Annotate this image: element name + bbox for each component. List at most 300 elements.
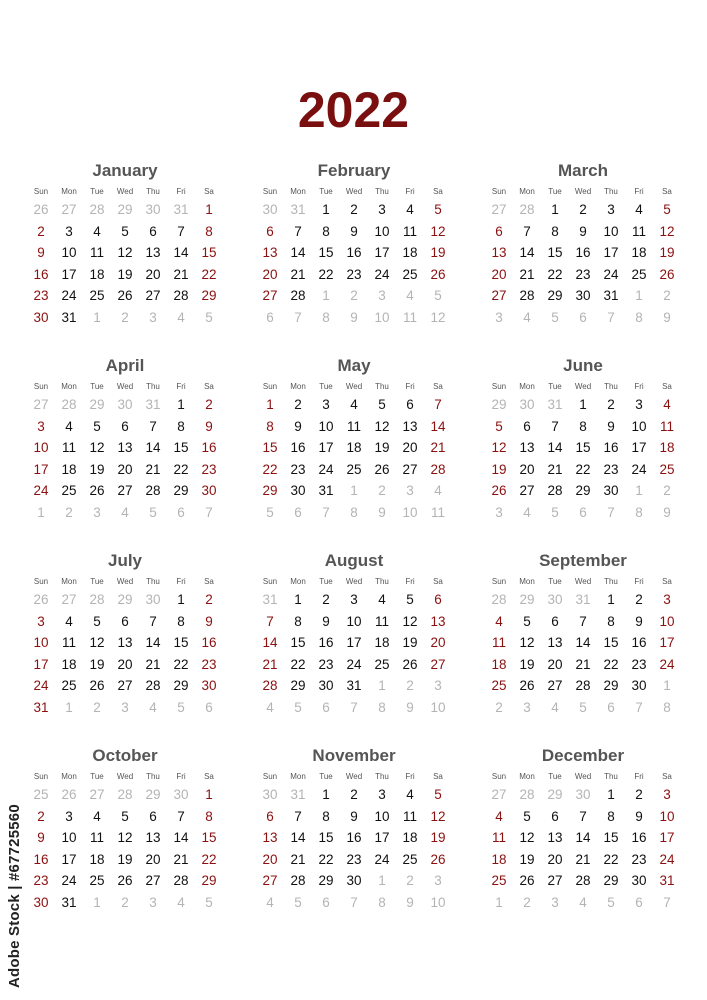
day-cell: 4: [65, 613, 73, 629]
adjacent-day: 27: [491, 202, 507, 217]
weekday-label: Wed: [116, 187, 134, 196]
month-name: August: [324, 551, 384, 570]
day-cell: 24: [659, 851, 675, 867]
day-cell: 6: [121, 418, 129, 434]
day-cell: 16: [290, 440, 306, 456]
day-cell: 27: [262, 873, 278, 889]
day-cell: 13: [117, 635, 133, 651]
day-cell: 30: [201, 678, 217, 694]
adjacent-day: 5: [205, 309, 213, 325]
day-cell: 29: [603, 678, 619, 694]
day-cell: 22: [318, 851, 334, 867]
weekday-label: Sun: [262, 577, 278, 586]
day-grid: [485, 770, 681, 914]
day-cell: 18: [89, 266, 105, 282]
adjacent-day: 2: [93, 699, 101, 715]
day-cell: 8: [322, 808, 330, 824]
day-cell: 23: [346, 266, 362, 282]
weekday-label: Tue: [548, 772, 562, 781]
weekday-label: Wed: [345, 382, 363, 391]
adjacent-day: 5: [205, 894, 213, 910]
day-cell: 9: [579, 223, 587, 239]
day-cell: 14: [575, 635, 591, 651]
weekday-label: Sun: [33, 772, 49, 781]
day-cell: 28: [547, 483, 563, 499]
day-cell: 26: [117, 873, 133, 889]
adjacent-day: 4: [523, 309, 531, 325]
day-cell: 4: [378, 592, 386, 607]
adjacent-day: 1: [378, 678, 386, 694]
day-cell: 19: [117, 266, 133, 282]
day-cell: 17: [61, 851, 77, 867]
day-cell: 30: [603, 483, 619, 499]
adjacent-day: 9: [350, 309, 358, 325]
weekday-label: Thu: [146, 577, 160, 586]
weekday-label: Tue: [319, 577, 333, 586]
day-cell: 24: [631, 461, 647, 477]
adjacent-day: 6: [205, 699, 213, 715]
day-cell: 25: [659, 461, 675, 477]
day-cell: 26: [89, 483, 105, 499]
weekday-label: Tue: [90, 382, 104, 391]
day-cell: 26: [659, 266, 675, 282]
weekday-label: Tue: [90, 577, 104, 586]
weekday-label: Mon: [290, 577, 306, 586]
day-grid: [27, 575, 223, 719]
weekday-label: Fri: [405, 187, 415, 196]
day-cell: 14: [290, 830, 306, 846]
adjacent-day: 3: [93, 504, 101, 520]
day-cell: 18: [346, 440, 362, 456]
day-cell: 4: [635, 202, 643, 217]
day-cell: 30: [33, 894, 49, 910]
day-cell: 23: [33, 873, 49, 889]
day-cell: 19: [374, 440, 390, 456]
adjacent-day: 9: [663, 309, 671, 325]
adjacent-day: 30: [262, 787, 278, 802]
day-cell: 24: [61, 873, 77, 889]
month-february: [256, 160, 452, 329]
day-cell: 25: [491, 873, 507, 889]
adjacent-day: 5: [266, 504, 274, 520]
day-cell: 31: [659, 873, 675, 889]
day-cell: 31: [33, 699, 49, 715]
day-cell: 22: [547, 266, 563, 282]
day-cell: 7: [551, 418, 559, 434]
weekday-label: Sun: [491, 772, 507, 781]
day-cell: 2: [607, 397, 615, 412]
day-cell: 24: [61, 288, 77, 304]
day-cell: 16: [575, 245, 591, 261]
day-cell: 9: [294, 418, 302, 434]
day-cell: 29: [262, 483, 278, 499]
day-cell: 11: [402, 223, 417, 239]
day-cell: 2: [37, 808, 45, 824]
day-cell: 20: [117, 461, 133, 477]
weekday-label: Wed: [574, 382, 592, 391]
day-cell: 21: [173, 266, 189, 282]
day-cell: 10: [33, 440, 49, 456]
weekday-label: Wed: [116, 577, 134, 586]
day-cell: 19: [430, 830, 446, 846]
day-grid: [27, 770, 223, 914]
adjacent-day: 12: [430, 309, 446, 325]
day-cell: 9: [37, 830, 45, 846]
day-cell: 19: [89, 656, 105, 672]
month-name: July: [107, 551, 143, 570]
day-cell: 30: [290, 483, 306, 499]
weekday-label: Thu: [604, 577, 618, 586]
adjacent-day: 28: [519, 202, 535, 217]
adjacent-day: 3: [406, 483, 414, 499]
day-cell: 29: [201, 873, 217, 889]
adjacent-day: 2: [663, 483, 671, 499]
month-march: [485, 160, 681, 329]
adjacent-day: 29: [89, 397, 105, 412]
day-cell: 6: [149, 808, 157, 824]
adjacent-day: 7: [607, 309, 615, 325]
weekday-label: Sun: [491, 577, 507, 586]
day-cell: 27: [117, 483, 133, 499]
adjacent-day: 31: [575, 592, 591, 607]
day-cell: 22: [318, 266, 334, 282]
day-cell: 29: [603, 873, 619, 889]
day-cell: 11: [61, 440, 76, 456]
day-cell: 6: [434, 592, 442, 607]
month-name: September: [539, 551, 627, 570]
weekday-label: Sa: [662, 382, 672, 391]
weekday-label: Mon: [290, 187, 306, 196]
day-cell: 13: [117, 440, 133, 456]
adjacent-day: 3: [378, 288, 386, 304]
day-cell: 13: [262, 830, 278, 846]
day-cell: 21: [547, 461, 563, 477]
adjacent-day: 29: [547, 787, 563, 802]
day-cell: 17: [603, 245, 619, 261]
day-cell: 7: [523, 223, 531, 239]
day-cell: 30: [318, 678, 334, 694]
weekday-label: Sun: [33, 187, 49, 196]
adjacent-day: 9: [406, 894, 414, 910]
day-cell: 10: [659, 613, 675, 629]
day-cell: 1: [294, 592, 302, 607]
adjacent-day: 6: [635, 894, 643, 910]
day-cell: 6: [523, 418, 531, 434]
day-cell: 3: [663, 787, 671, 802]
day-cell: 4: [663, 397, 671, 412]
day-cell: 10: [603, 223, 619, 239]
weekday-label: Mon: [519, 382, 535, 391]
weekday-label: Tue: [90, 772, 104, 781]
day-cell: 10: [631, 418, 647, 434]
day-cell: 10: [659, 808, 675, 824]
month-august: [256, 550, 452, 719]
day-cell: 25: [61, 678, 77, 694]
day-cell: 7: [177, 223, 185, 239]
day-cell: 22: [173, 656, 189, 672]
day-cell: 24: [659, 656, 675, 672]
weekday-label: Thu: [146, 382, 160, 391]
day-cell: 18: [402, 830, 418, 846]
day-cell: 8: [266, 418, 274, 434]
adjacent-day: 1: [663, 678, 671, 694]
weekday-label: Mon: [290, 772, 306, 781]
day-cell: 12: [659, 223, 675, 239]
weekday-label: Sa: [204, 772, 214, 781]
day-cell: 15: [201, 830, 217, 846]
day-cell: 9: [205, 613, 213, 629]
day-cell: 21: [145, 656, 161, 672]
adjacent-day: 30: [173, 787, 189, 802]
day-cell: 6: [149, 223, 157, 239]
adjacent-day: 2: [378, 483, 386, 499]
day-cell: 20: [402, 440, 418, 456]
day-cell: 25: [402, 266, 418, 282]
adjacent-day: 5: [177, 699, 185, 715]
day-cell: 13: [547, 830, 563, 846]
day-cell: 7: [434, 397, 442, 412]
day-cell: 1: [322, 202, 330, 217]
day-cell: 2: [205, 397, 213, 412]
month-november: [256, 745, 452, 914]
adjacent-day: 28: [89, 592, 105, 607]
day-cell: 17: [33, 656, 49, 672]
month-name: April: [105, 356, 145, 375]
adjacent-day: 3: [434, 678, 442, 694]
weekday-label: Mon: [61, 772, 77, 781]
adjacent-day: 9: [663, 504, 671, 520]
weekday-label: Fri: [634, 187, 644, 196]
day-cell: 27: [402, 461, 418, 477]
adjacent-day: 9: [406, 699, 414, 715]
day-cell: 8: [205, 223, 213, 239]
weekday-label: Sun: [491, 187, 507, 196]
day-cell: 26: [491, 483, 507, 499]
adjacent-day: 8: [350, 504, 358, 520]
day-cell: 15: [603, 635, 619, 651]
day-cell: 31: [61, 894, 77, 910]
month-name: January: [92, 161, 158, 180]
day-cell: 1: [205, 202, 213, 217]
day-cell: 23: [631, 851, 647, 867]
day-cell: 27: [547, 873, 563, 889]
day-cell: 18: [374, 635, 390, 651]
day-cell: 10: [33, 635, 49, 651]
adjacent-day: 28: [89, 202, 105, 217]
day-grid: [256, 575, 452, 719]
day-cell: 5: [93, 613, 101, 629]
day-cell: 10: [61, 245, 77, 261]
day-cell: 23: [603, 461, 619, 477]
day-cell: 9: [635, 613, 643, 629]
day-cell: 6: [406, 397, 414, 412]
day-cell: 29: [173, 483, 189, 499]
day-cell: 19: [89, 461, 105, 477]
month-june: [485, 355, 681, 524]
day-cell: 2: [205, 592, 213, 607]
day-cell: 17: [659, 635, 675, 651]
day-cell: 11: [659, 418, 674, 434]
adjacent-day: 7: [663, 894, 671, 910]
weekday-label: Thu: [146, 772, 160, 781]
day-cell: 12: [117, 830, 133, 846]
day-cell: 29: [318, 873, 334, 889]
weekday-label: Sa: [433, 772, 443, 781]
day-cell: 26: [430, 266, 446, 282]
adjacent-day: 26: [61, 787, 77, 802]
day-cell: 14: [145, 635, 161, 651]
adjacent-day: 8: [635, 504, 643, 520]
day-cell: 28: [145, 678, 161, 694]
adjacent-day: 1: [37, 504, 45, 520]
day-cell: 5: [378, 397, 386, 412]
day-cell: 1: [607, 592, 615, 607]
day-cell: 16: [346, 830, 362, 846]
day-cell: 8: [205, 808, 213, 824]
day-cell: 12: [117, 245, 133, 261]
day-cell: 23: [346, 851, 362, 867]
day-cell: 2: [322, 592, 330, 607]
adjacent-day: 1: [378, 873, 386, 889]
day-cell: 3: [65, 808, 73, 824]
weekday-label: Fri: [405, 382, 415, 391]
stock-watermark: Adobe Stock | #67725560: [6, 804, 23, 988]
day-cell: 21: [519, 266, 535, 282]
day-cell: 17: [631, 440, 647, 456]
weekday-label: Sa: [662, 772, 672, 781]
day-cell: 19: [659, 245, 675, 261]
day-cell: 23: [575, 266, 591, 282]
day-cell: 12: [89, 440, 105, 456]
day-cell: 19: [430, 245, 446, 261]
weekday-label: Sa: [433, 382, 443, 391]
day-cell: 7: [149, 418, 157, 434]
weekday-label: Fri: [405, 772, 415, 781]
weekday-label: Mon: [290, 382, 306, 391]
weekday-label: Wed: [116, 382, 134, 391]
adjacent-day: 4: [266, 894, 274, 910]
day-cell: 3: [378, 787, 386, 802]
adjacent-day: 5: [579, 699, 587, 715]
day-cell: 24: [374, 266, 390, 282]
day-cell: 9: [635, 808, 643, 824]
adjacent-day: 6: [177, 504, 185, 520]
day-cell: 20: [491, 266, 507, 282]
day-cell: 5: [93, 418, 101, 434]
adjacent-day: 29: [145, 787, 161, 802]
day-cell: 20: [430, 635, 446, 651]
day-cell: 18: [89, 851, 105, 867]
adjacent-day: 28: [519, 787, 535, 802]
day-cell: 22: [290, 656, 306, 672]
day-cell: 16: [346, 245, 362, 261]
day-cell: 21: [290, 851, 306, 867]
day-cell: 28: [290, 288, 306, 304]
adjacent-day: 30: [145, 202, 161, 217]
weekday-label: Fri: [176, 187, 186, 196]
adjacent-day: 1: [93, 894, 101, 910]
day-cell: 23: [318, 656, 334, 672]
adjacent-day: 27: [61, 202, 77, 217]
weekday-label: Mon: [61, 577, 77, 586]
day-cell: 8: [322, 223, 330, 239]
day-cell: 18: [61, 461, 77, 477]
adjacent-day: 9: [378, 504, 386, 520]
day-cell: 18: [491, 656, 507, 672]
weekday-label: Sun: [262, 772, 278, 781]
day-cell: 28: [145, 483, 161, 499]
month-name: February: [317, 161, 391, 180]
day-cell: 22: [575, 461, 591, 477]
day-cell: 11: [491, 635, 506, 651]
adjacent-day: 6: [266, 309, 274, 325]
day-cell: 30: [631, 873, 647, 889]
day-cell: 26: [374, 461, 390, 477]
year-title: 2022: [297, 82, 410, 138]
weekday-label: Sun: [33, 577, 49, 586]
weekday-label: Thu: [604, 187, 618, 196]
adjacent-day: 11: [402, 309, 417, 325]
day-cell: 28: [519, 288, 535, 304]
adjacent-day: 4: [406, 288, 414, 304]
adjacent-day: 26: [33, 592, 49, 607]
weekday-label: Thu: [375, 577, 389, 586]
adjacent-day: 6: [607, 699, 615, 715]
day-cell: 8: [294, 613, 302, 629]
day-cell: 7: [266, 613, 274, 629]
day-cell: 20: [262, 851, 278, 867]
weekday-label: Fri: [634, 772, 644, 781]
adjacent-day: 3: [495, 309, 503, 325]
day-grid: [256, 185, 452, 329]
adjacent-day: 31: [262, 592, 278, 607]
adjacent-day: 30: [145, 592, 161, 607]
day-cell: 25: [89, 873, 105, 889]
day-cell: 2: [350, 787, 358, 802]
day-cell: 17: [61, 266, 77, 282]
day-cell: 5: [523, 613, 531, 629]
adjacent-day: 7: [350, 894, 358, 910]
adjacent-day: 4: [266, 699, 274, 715]
day-cell: 8: [579, 418, 587, 434]
day-cell: 13: [145, 245, 161, 261]
day-cell: 26: [117, 288, 133, 304]
month-name: October: [92, 746, 158, 765]
adjacent-day: 3: [434, 873, 442, 889]
day-cell: 21: [262, 656, 278, 672]
adjacent-day: 2: [406, 678, 414, 694]
day-cell: 27: [145, 288, 161, 304]
weekday-label: Thu: [146, 187, 160, 196]
adjacent-day: 7: [322, 504, 330, 520]
day-cell: 10: [318, 418, 334, 434]
day-cell: 1: [266, 397, 274, 412]
day-cell: 30: [346, 873, 362, 889]
day-cell: 8: [551, 223, 559, 239]
weekday-label: Tue: [319, 772, 333, 781]
month-name: December: [541, 746, 625, 765]
day-cell: 22: [262, 461, 278, 477]
day-cell: 23: [290, 461, 306, 477]
day-cell: 6: [551, 808, 559, 824]
day-cell: 15: [173, 635, 189, 651]
day-cell: 19: [491, 461, 507, 477]
adjacent-day: 8: [663, 699, 671, 715]
month-january: [27, 160, 223, 329]
day-cell: 9: [322, 613, 330, 629]
adjacent-day: 1: [322, 288, 330, 304]
adjacent-day: 4: [523, 504, 531, 520]
